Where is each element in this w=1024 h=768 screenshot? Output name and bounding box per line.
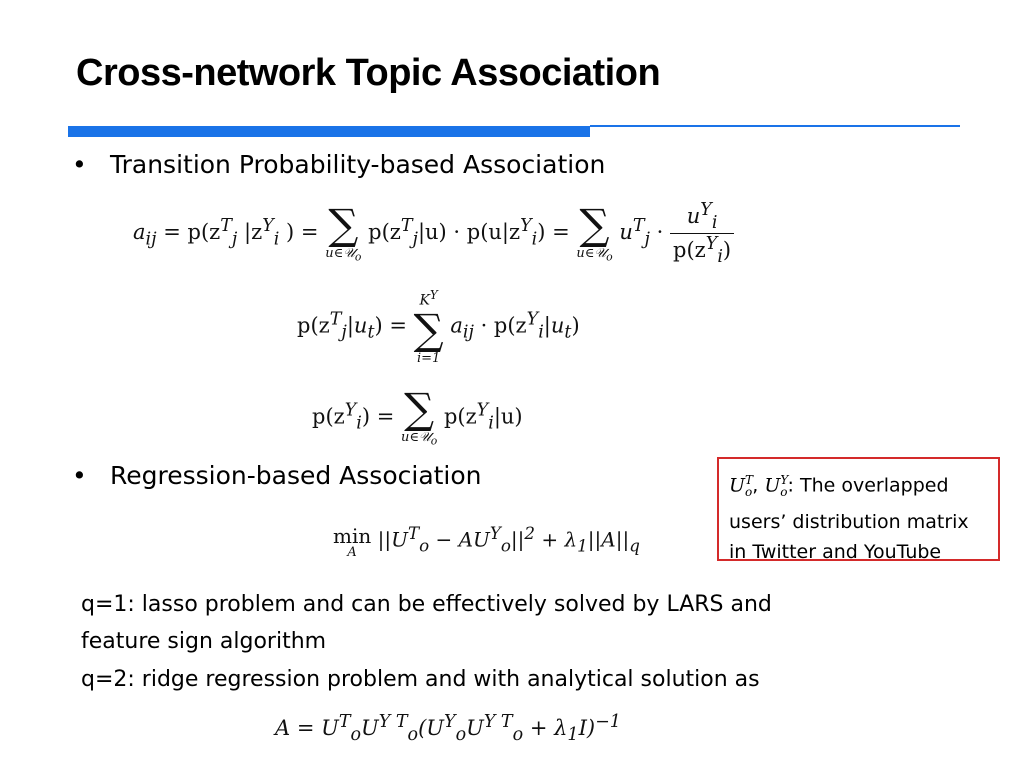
eq2-sum-symbol: ∑ — [413, 304, 444, 354]
bullet-transition-text: Transition Probability-based Association — [110, 150, 606, 179]
eq1-term-sup-t: T — [400, 216, 413, 237]
eq3-sup: Y — [344, 400, 357, 421]
eq1-sup-t: T — [220, 216, 232, 237]
eq2-sum-bottom: i=1 — [416, 350, 441, 366]
bullet-dot-2: • — [72, 461, 87, 490]
sol-3: (U — [418, 716, 444, 740]
slide-title: Cross-network Topic Association — [76, 52, 661, 94]
eq2-p: p(z — [297, 313, 330, 338]
sum-under-o-2: o — [606, 250, 613, 264]
sol-sup-y: Y — [444, 712, 456, 732]
sol-sup-t: T — [338, 712, 351, 732]
text-line-feature: feature sign algorithm — [81, 629, 327, 654]
equation-transition-aij — [133, 200, 734, 267]
eq3-term-sub: i — [488, 413, 494, 434]
eq1-sub-j: j — [231, 229, 238, 250]
frac-num-sub: i — [711, 213, 718, 234]
eq1-term2: |u) · p(u|z — [417, 220, 521, 245]
note-sub-o-2: o — [780, 485, 788, 500]
eq1-dot: · — [656, 220, 664, 245]
note-sym-u1: U — [729, 474, 746, 497]
reg-b7: ||A|| — [587, 527, 630, 552]
sol-2: U — [361, 716, 379, 740]
reg-sub-o: o — [419, 536, 430, 556]
eq1-term2-sub: i — [531, 229, 538, 250]
sum-under: u∈𝒰 — [325, 245, 355, 261]
sol-7: I) — [578, 716, 596, 740]
eq1-term3: ) = — [537, 220, 570, 245]
eq3-term: p(z — [443, 404, 477, 429]
eq3-sum-under: u∈𝒰 — [401, 430, 431, 445]
eq1-sub-ij: ij — [145, 229, 157, 250]
sol-4: U — [466, 716, 484, 740]
sol-1: A = U — [275, 716, 339, 740]
note-sup-y: Y — [780, 473, 789, 487]
frac-den-close: ) — [722, 238, 732, 263]
reg-min-text: min — [333, 524, 372, 549]
eq2-sub-j: j — [341, 322, 347, 343]
reg-sub-o-2: o — [500, 536, 511, 556]
eq2-term2: |u — [543, 313, 565, 338]
eq3-sub: i — [356, 413, 362, 434]
eq1-term: p(z — [368, 220, 401, 245]
reg-b2: − AU — [429, 527, 490, 552]
equation-transition-pz — [312, 384, 523, 448]
note-text: : The overlapped users’ distribution matrix in Twitter and YouTube — [729, 474, 969, 564]
frac-den-sub: i — [717, 247, 723, 268]
eq1-sum-2 — [576, 199, 613, 264]
text-line-q2: q=2: ridge regression problem and with analytical solution as — [81, 667, 760, 692]
bullet-transition — [72, 150, 605, 179]
eq2-sum — [414, 288, 444, 366]
eq2-a-sub: ij — [462, 322, 474, 343]
sol-sub-o-2: o — [407, 725, 419, 746]
eq1-sum-1 — [325, 199, 362, 264]
reg-min — [333, 524, 372, 561]
eq2-sum-top-sup: Y — [430, 288, 438, 302]
sol-sub-o: o — [350, 725, 362, 746]
eq1-sub-i: i — [273, 229, 280, 250]
frac-den: p(z — [673, 238, 706, 263]
eq1-a: a — [133, 220, 146, 245]
equation-transition-pz-ut — [297, 288, 580, 366]
eq2-sup-t: T — [329, 309, 342, 330]
eq2-term-sup: Y — [526, 309, 539, 330]
text-line-q1: q=1: lasso problem and can be effectively solved by LARS and — [81, 592, 772, 617]
eq1-fraction — [670, 200, 734, 267]
title-underline-thick — [68, 126, 590, 137]
sum-under-o: o — [354, 250, 362, 264]
reg-b5: + λ — [535, 527, 578, 552]
eq2-term: · p(z — [480, 313, 527, 338]
reg-b6: 1 — [577, 536, 588, 556]
sol-sub-o-4: o — [512, 725, 524, 746]
bullet-regression-text: Regression-based Association — [110, 461, 482, 490]
note-box — [717, 457, 1000, 564]
eq1-u-sub: j — [644, 229, 650, 250]
note-sym-u2: U — [764, 474, 781, 497]
eq2-sum-top: K — [419, 292, 431, 309]
equation-regression — [333, 524, 640, 561]
eq3-term2: |u) — [493, 404, 523, 429]
sol-sub-o-3: o — [455, 725, 467, 746]
eq1-term-sub-j: j — [412, 229, 418, 250]
frac-num-sup: Y — [700, 200, 712, 220]
eq3-eq: ) = — [361, 404, 395, 429]
reg-b3: || — [510, 527, 525, 552]
eq1-term2-sup: Y — [520, 216, 532, 237]
sol-sup-yt: Y T — [378, 712, 408, 732]
eq3-term-sup: Y — [476, 400, 489, 421]
frac-num-u: u — [686, 204, 701, 228]
frac-den-sup: Y — [705, 234, 718, 255]
eq2-term2-sub: t — [564, 322, 572, 343]
eq1-close: ) = — [286, 220, 319, 245]
note-sub-o: o — [745, 485, 753, 500]
eq1-sup-y: Y — [262, 216, 274, 237]
reg-min-under: A — [347, 545, 357, 561]
eq3-sum-under-o: o — [430, 434, 438, 448]
note-sup-t: T — [745, 473, 754, 487]
note-comma: , — [752, 474, 765, 497]
eq1-p: = p(z — [163, 220, 221, 245]
sol-sup-yt-2: Y T — [483, 712, 513, 732]
eq3-sum-symbol: ∑ — [404, 384, 435, 433]
eq1-u-sup: T — [632, 216, 645, 237]
eq3-sum — [401, 384, 438, 448]
bullet-dot: • — [72, 150, 87, 179]
eq2-a: a — [450, 313, 463, 338]
eq2-term3: ) — [571, 313, 580, 338]
eq1-mid: |z — [244, 220, 263, 245]
equation-solution — [275, 712, 621, 745]
sol-5: + λ — [523, 716, 568, 740]
eq3-p: p(z — [312, 404, 345, 429]
eq1-u: u — [619, 220, 633, 245]
sum-symbol: ∑ — [328, 199, 359, 249]
sol-8: −1 — [595, 712, 621, 732]
reg-sup-y: Y — [489, 524, 501, 543]
eq2-term-sub: i — [538, 322, 544, 343]
reg-sup-t: T — [407, 524, 420, 543]
sol-6: 1 — [567, 725, 579, 746]
title-underline-thin — [590, 125, 960, 127]
reg-b4: 2 — [524, 524, 536, 543]
reg-b8: q — [629, 536, 640, 556]
eq2-sub-t: t — [367, 322, 375, 343]
sum-under-2: u∈𝒰 — [576, 245, 607, 261]
eq2-u: |u — [346, 313, 368, 338]
bullet-regression — [72, 461, 482, 490]
eq2-close: ) = — [374, 313, 407, 338]
sum-symbol-2: ∑ — [579, 199, 610, 249]
reg-b1: ||U — [377, 527, 408, 552]
